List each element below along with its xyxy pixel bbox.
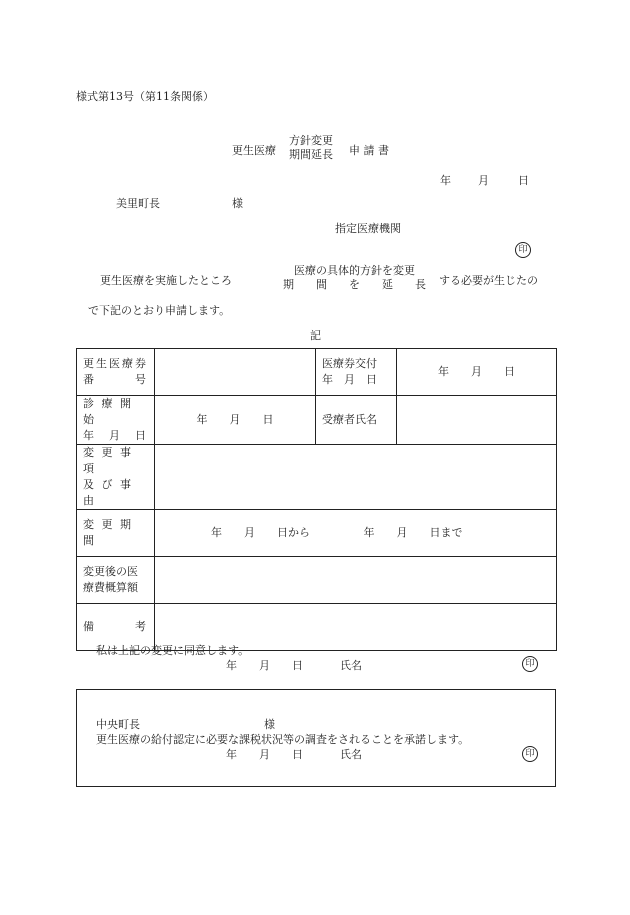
cost-estimate-field[interactable] xyxy=(155,557,557,604)
authorization-date: 年 月 日 xyxy=(226,748,303,761)
form-number: 様式第13号（第11条関係） xyxy=(76,90,214,103)
title-option-policy-change: 方針変更 xyxy=(289,134,333,147)
body-options xyxy=(283,264,426,292)
applicant-label: 指定医療機関 xyxy=(335,222,401,235)
change-items-label: 変 更 事 項 及 び 事 由 xyxy=(77,445,155,510)
applicant-seal-mark: 印 xyxy=(515,242,531,258)
ticket-number-field[interactable] xyxy=(155,349,316,396)
change-items-field[interactable] xyxy=(155,445,557,510)
change-period-label: 変 更 期 間 xyxy=(77,510,155,557)
header-date-month: 月 xyxy=(478,174,489,187)
table-row xyxy=(77,349,557,396)
header-date-year: 年 xyxy=(440,174,451,187)
authorization-name-label: 氏名 xyxy=(340,748,362,761)
authorization-seal-mark: 印 xyxy=(522,746,538,762)
ticket-number-label: 更生医療券 番 号 xyxy=(77,349,155,396)
addressee-honorific: 様 xyxy=(232,197,243,210)
remarks-label: 備 考 xyxy=(77,604,155,651)
cost-estimate-label: 変更後の医 療費概算額 xyxy=(77,557,155,604)
change-period-field[interactable] xyxy=(155,510,557,557)
change-period-to: 年 月 日まで xyxy=(363,526,463,539)
issue-date-label: 医療券交付 年 月 日 xyxy=(316,349,397,396)
authorization-addressee: 中央町長 xyxy=(96,718,140,731)
table-row xyxy=(77,445,557,510)
authorization-honorific: 様 xyxy=(264,718,275,731)
patient-name-label: 受療者氏名 xyxy=(316,396,397,445)
title-prefix: 更生医療 xyxy=(232,144,276,157)
body-text-start: 更生医療を実施したところ xyxy=(100,274,232,287)
start-date-label: 診 療 開 始 年 月 日 xyxy=(77,396,155,445)
title-suffix: 申 請 書 xyxy=(349,144,389,157)
body-option-period-extension: 期 間 を 延 長 xyxy=(283,278,426,291)
table-row xyxy=(77,557,557,604)
consent-date: 年 月 日 xyxy=(226,659,303,672)
body-option-policy-change: 医療の具体的方針を変更 xyxy=(294,264,415,277)
application-table xyxy=(76,348,557,651)
ki-heading: 記 xyxy=(310,329,321,342)
table-row xyxy=(77,510,557,557)
header-date-day: 日 xyxy=(518,174,529,187)
addressee-name: 美里町長 xyxy=(116,197,160,210)
issue-date-field[interactable]: 年 月 日 xyxy=(397,349,557,396)
consent-text: 私は上記の変更に同意します。 xyxy=(96,644,250,657)
body-text-line2: で下記のとおり申請します。 xyxy=(88,304,231,317)
table-row xyxy=(77,396,557,445)
authorization-text: 更生医療の給付認定に必要な課税状況等の調査をされることを承諾します。 xyxy=(96,733,470,746)
title-option-period-extension: 期間延長 xyxy=(289,148,333,161)
patient-name-field[interactable] xyxy=(397,396,557,445)
body-text-end: する必要が生じたの xyxy=(439,274,538,287)
title-options xyxy=(289,134,333,162)
consent-seal-mark: 印 xyxy=(522,656,538,672)
start-date-field[interactable]: 年 月 日 xyxy=(155,396,316,445)
consent-name-label: 氏名 xyxy=(340,659,362,672)
change-period-from: 年 月 日から xyxy=(211,526,310,539)
